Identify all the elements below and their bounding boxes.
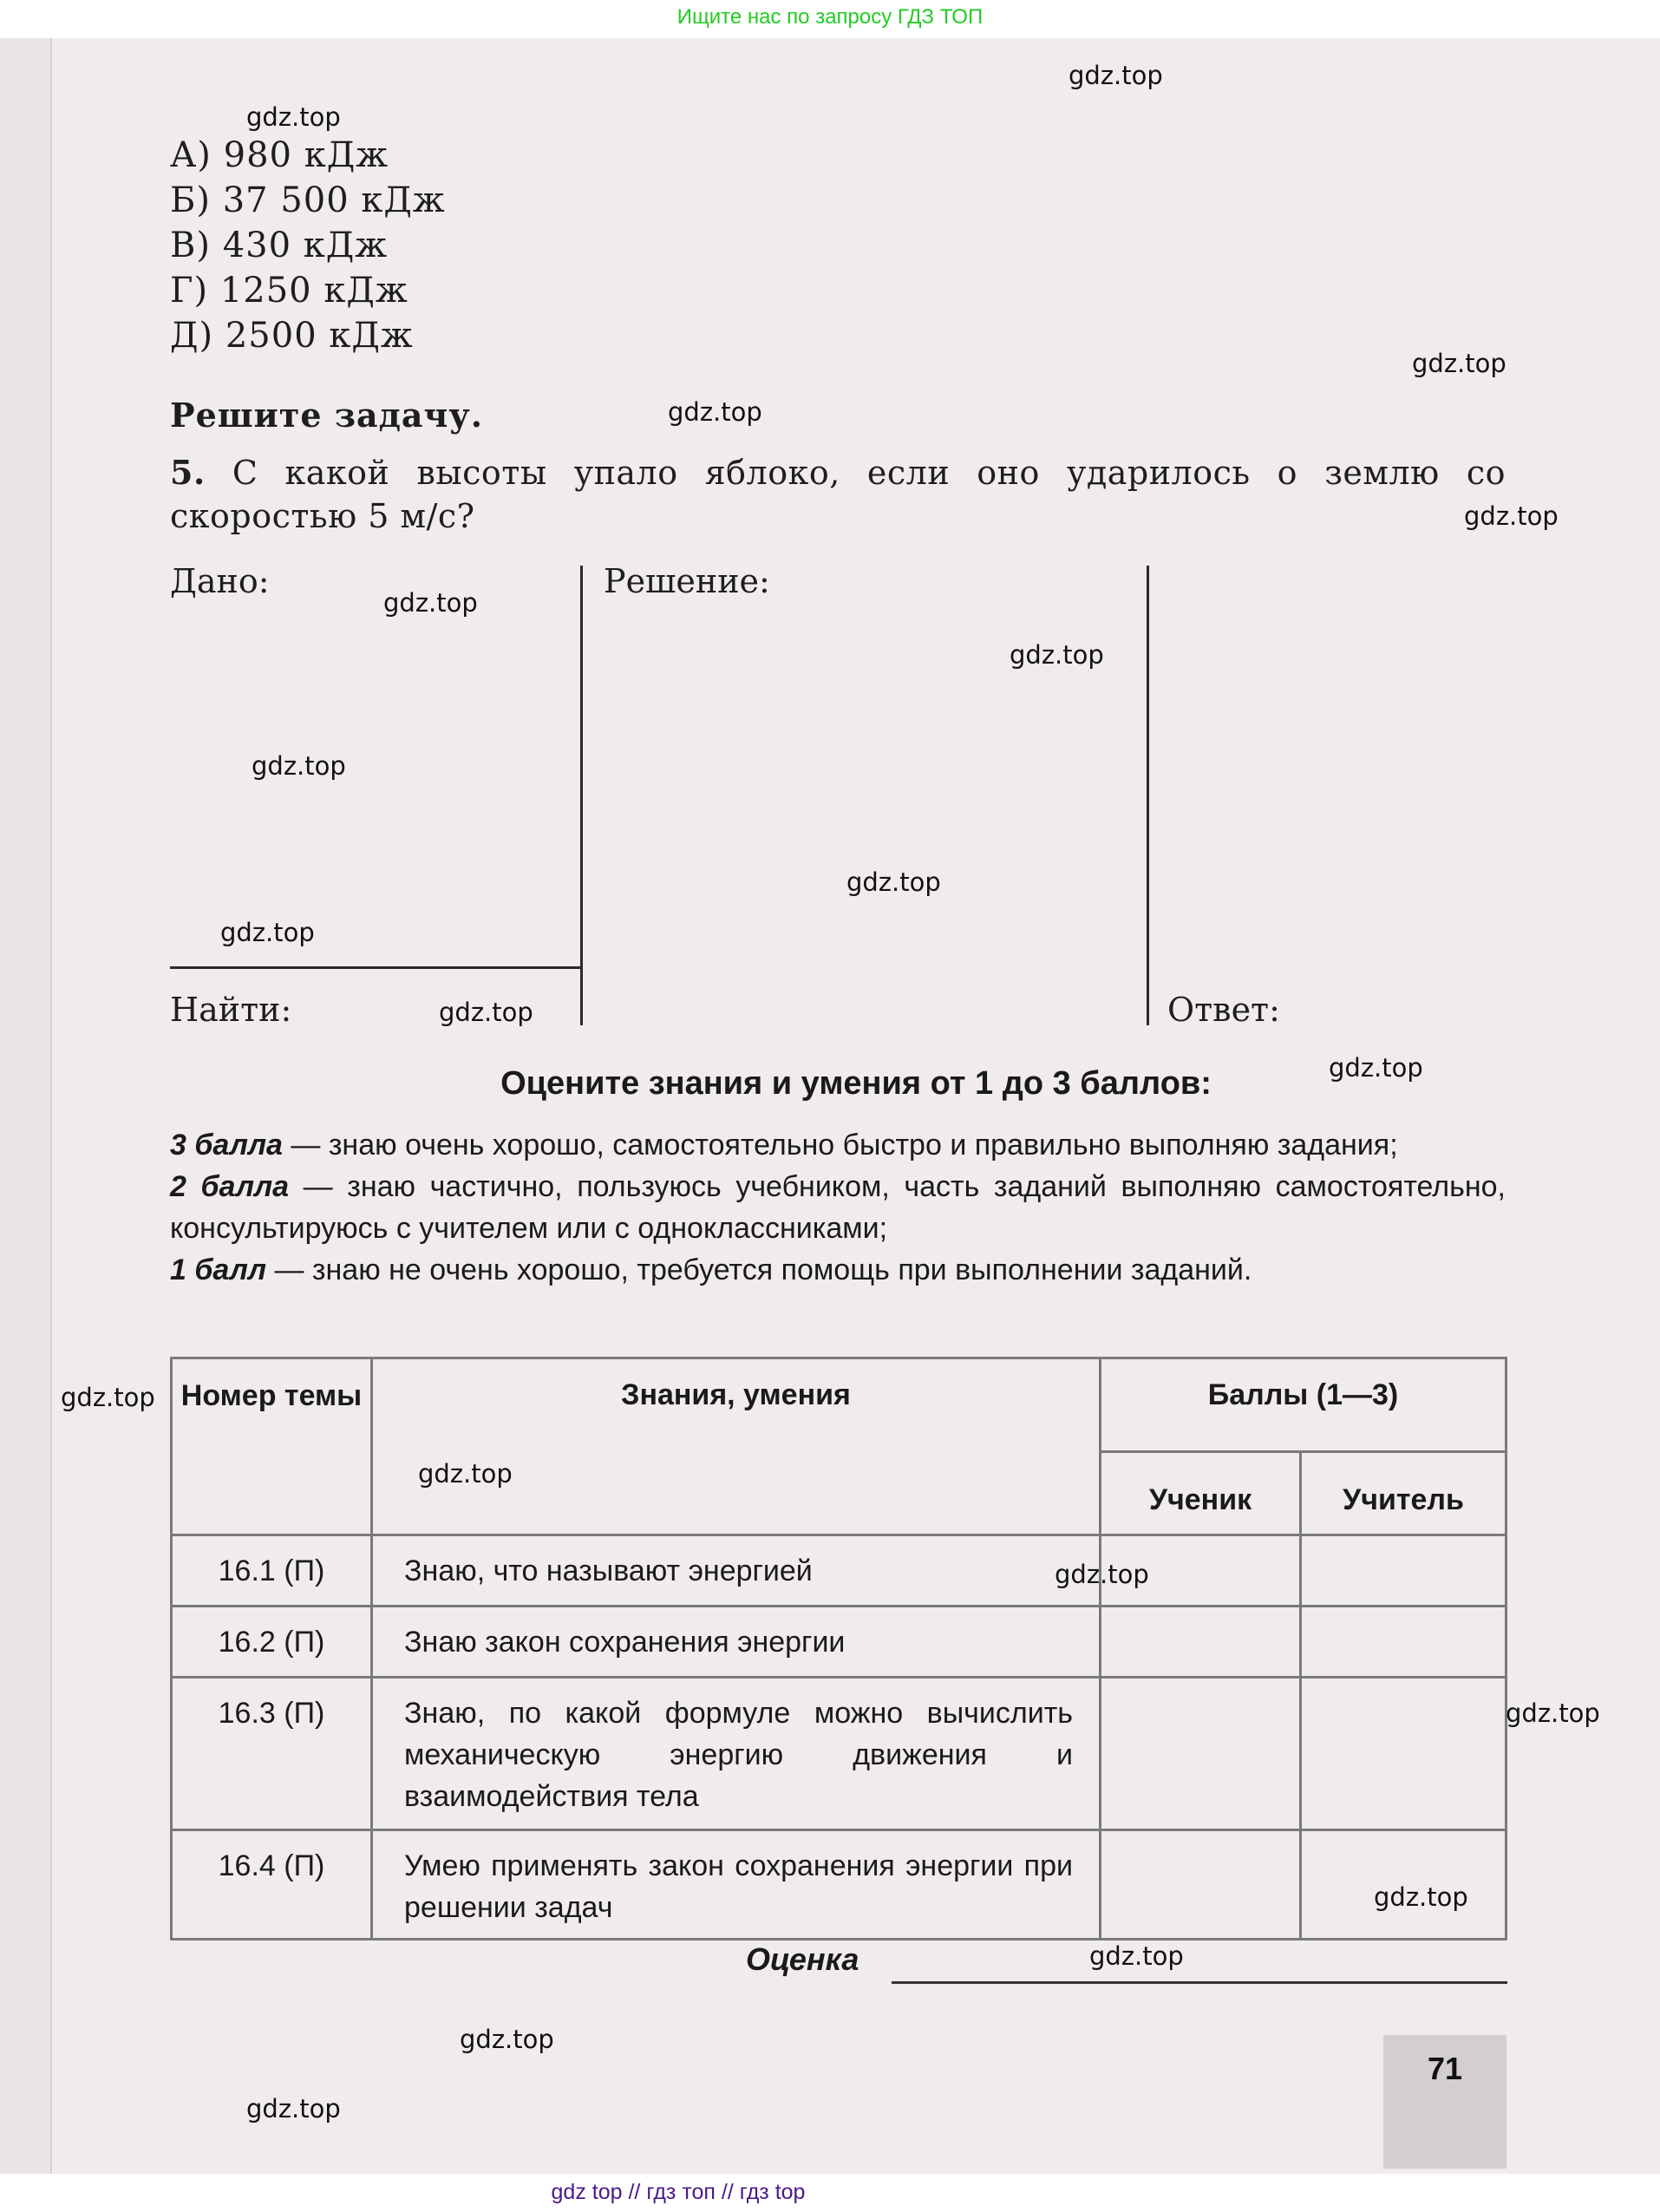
table-row (172, 1830, 1506, 1940)
teacher-score-cell[interactable] (1301, 1535, 1506, 1607)
watermark: gdz.top (383, 588, 478, 618)
watermark: gdz.top (1506, 1698, 1600, 1728)
header-topic-number: Номер темы (172, 1358, 372, 1535)
answer-option-a: А) 980 кДж (170, 135, 389, 175)
page-number: 71 (1427, 2051, 1463, 2086)
topic-cell: 16.1 (П) (172, 1535, 372, 1607)
watermark: gdz.top (1055, 1560, 1149, 1589)
answer-option-g: Г) 1250 кДж (170, 271, 408, 311)
page-number-box (1383, 2035, 1506, 2169)
topic-cell: 16.2 (П) (172, 1607, 372, 1678)
given-find-divider (170, 966, 581, 969)
watermark: gdz.top (460, 2025, 554, 2054)
watermark: gdz.top (1374, 1882, 1468, 1912)
student-score-cell[interactable] (1101, 1830, 1301, 1940)
table-row (172, 1607, 1506, 1678)
grade-input-line[interactable] (892, 1981, 1507, 1984)
previous-page-edge (0, 38, 52, 2174)
watermark: gdz.top (1329, 1053, 1423, 1083)
header-skills: Знания, умения (372, 1358, 1101, 1535)
student-score-cell[interactable] (1101, 1607, 1301, 1678)
watermark: gdz.top (1089, 1941, 1184, 1971)
solution-answer-divider (1147, 566, 1149, 1025)
watermark: gdz.top (1010, 640, 1104, 670)
header-student: Ученик (1101, 1452, 1301, 1535)
task-number: 5. (170, 453, 206, 492)
topic-cell: 16.4 (П) (172, 1830, 372, 1940)
watermark: gdz.top (220, 918, 315, 947)
teacher-score-cell[interactable] (1301, 1607, 1506, 1678)
watermark: gdz.top (252, 751, 346, 781)
top-banner[interactable]: Ищите нас по запросу ГДЗ ТОП (676, 5, 984, 29)
skill-cell: Умею применять закон сохранения энергии при решении задач (372, 1830, 1101, 1940)
assessment-criteria (170, 1124, 1506, 1291)
answer-option-v: В) 430 кДж (170, 226, 389, 265)
teacher-score-cell[interactable] (1301, 1678, 1506, 1830)
watermark: gdz.top (246, 2094, 341, 2124)
assessment-title: Оцените знания и умения от 1 до 3 баллов: (500, 1065, 1212, 1102)
topic-cell: 16.3 (П) (172, 1678, 372, 1830)
table-row (172, 1678, 1506, 1830)
skill-cell: Знаю закон сохранения энергии (372, 1607, 1101, 1678)
bottom-banner[interactable]: gdz top // гдз топ // гдз top (0, 2174, 1660, 2212)
student-score-cell[interactable] (1101, 1678, 1301, 1830)
given-solution-divider (580, 566, 583, 1025)
watermark: gdz.top (61, 1383, 155, 1412)
header-scores: Баллы (1—3) (1101, 1358, 1506, 1452)
watermark: gdz.top (246, 102, 341, 132)
task-statement (170, 451, 1506, 538)
answer-label: Ответ: (1167, 991, 1280, 1029)
solution-label: Решение: (604, 562, 770, 600)
table-row (172, 1535, 1506, 1607)
find-label: Найти: (170, 991, 292, 1029)
criterion-3-points: 3 балла — знаю очень хорошо, самостоятельно быстро и правильно выполняю задания; (170, 1129, 1398, 1162)
skill-cell: Знаю, что называют энергией (372, 1535, 1101, 1607)
skill-cell: Знаю, по какой формуле можно вычислить механическую энергию движения и взаимодействия тела (372, 1678, 1101, 1830)
answer-option-b: Б) 37 500 кДж (170, 180, 446, 220)
criterion-1-point: 1 балл — знаю не очень хорошо, требуется помощь при выполнении заданий. (170, 1253, 1252, 1286)
given-label: Дано: (170, 562, 270, 600)
task-heading: Решите задачу. (170, 396, 483, 435)
watermark: gdz.top (1069, 61, 1163, 90)
watermark: gdz.top (1412, 349, 1506, 378)
watermark: gdz.top (439, 998, 533, 1027)
task-text: С какой высоты упало яблоко, если оно ударилось о землю со скоростью 5 м/с? (170, 454, 1506, 535)
watermark: gdz.top (668, 397, 762, 427)
watermark: gdz.top (418, 1459, 513, 1489)
criterion-2-points: 2 балла — знаю частично, пользуюсь учебником, часть заданий выполняю самостоятельно, консультируюсь с учителем или с одноклассниками; (170, 1170, 1506, 1245)
grade-label: Оценка (746, 1941, 859, 1977)
watermark: gdz.top (846, 867, 941, 897)
skills-table (170, 1357, 1507, 1940)
header-teacher: Учитель (1301, 1452, 1506, 1535)
watermark: gdz.top (1464, 501, 1559, 531)
answer-option-d: Д) 2500 кДж (170, 316, 414, 356)
